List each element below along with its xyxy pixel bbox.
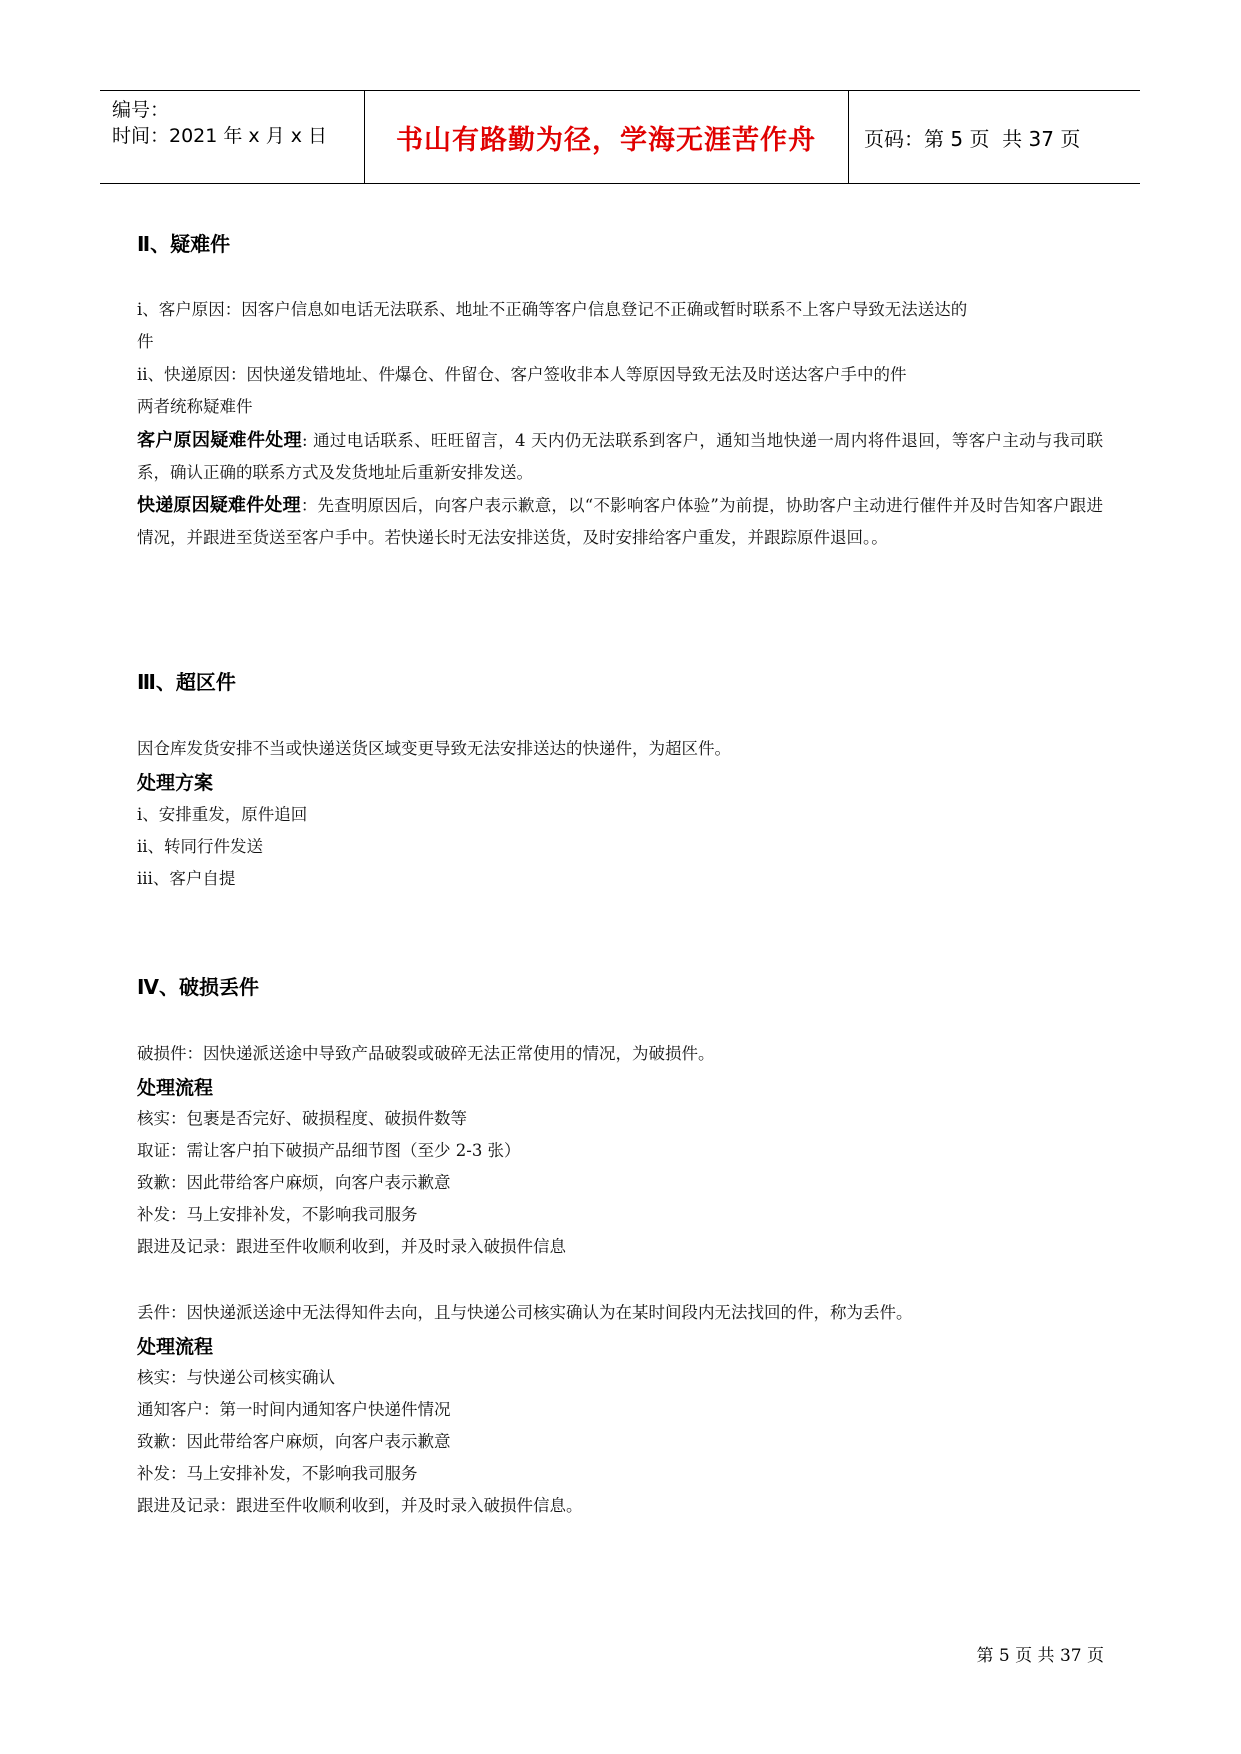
header-meta — [100, 91, 365, 183]
plan-item: ⅲ、客户自提 — [137, 869, 236, 888]
plan-item: ⅱ、转同行件发送 — [137, 837, 264, 856]
damage-desc: 破损件：因快递派送途中导致产品破裂或破碎无法正常使用的情况，为破损件。 — [137, 1044, 715, 1063]
header-motto — [364, 91, 849, 183]
page-footer: 第 5 页 共 37 页 — [976, 1646, 1104, 1666]
express-handling-text: ：先查明原因后，向客户表示歉意，以“不影响客户体验”为前提，协助客户主动进行催件并及时告知客户跟进情况，并跟进至货送至客户手中。若快递长时无法安排送货，及时安排给客户重发，并跟踪原件退回。。 — [137, 496, 1104, 547]
customer-handling-paragraph — [137, 425, 1103, 489]
damage-step: 补发：马上安排补发，不影响我司服务 — [137, 1205, 418, 1224]
section-title-damage-lost: Ⅳ、破损丢件 — [137, 975, 259, 999]
damage-step: 取证：需让客户拍下破损产品细节图（至少 2-3 张） — [137, 1141, 521, 1160]
motto-text: 书山有路勤为径，学海无涯苦作舟 — [396, 124, 816, 156]
express-handling-paragraph — [137, 490, 1103, 554]
page-info-text: 页码：第 5 页 共 37 页 — [864, 126, 1081, 151]
customer-handling-label: 客户原因疑难件处理 — [137, 430, 302, 451]
damage-step: 致歉：因此带给客户麻烦，向客户表示歉意 — [137, 1173, 451, 1192]
reason-express-line: ⅱ、快递原因：因快递发错地址、件爆仓、件留仓、客户签收非本人等原因导致无法及时送达客户手中的件 — [137, 365, 907, 384]
time-label: 时间：2021 年 x 月 x 日 — [112, 125, 328, 147]
number-label: 编号： — [112, 99, 170, 121]
lost-desc: 丢件：因快递派送途中无法得知件去向，且与快递公司核实确认为在某时间段内无法找回的件，称为丢件。 — [137, 1303, 913, 1322]
express-handling-label: 快递原因疑难件处理 — [137, 495, 301, 516]
reason-customer-cont: 件 — [137, 332, 154, 351]
lost-step: 通知客户：第一时间内通知客户快递件情况 — [137, 1400, 451, 1419]
out-of-area-desc: 因仓库发货安排不当或快递送货区域变更导致无法安排送达的快递件，为超区件。 — [137, 739, 731, 758]
plan-title: 处理方案 — [137, 772, 214, 794]
header-page-info — [848, 91, 1140, 183]
customer-handling-text: : 通过电话联系、旺旺留言，4 天内仍无法联系到客户，通知当地快递一周内将件退回，等客户主动与我司联系，确认正确的联系方式及发货地址后重新安排发送。 — [137, 431, 1104, 482]
page-header — [100, 90, 1140, 184]
plan-item: ⅰ、安排重发，原件追回 — [137, 805, 308, 824]
damage-step: 跟进及记录：跟进至件收顺利收到，并及时录入破损件信息 — [137, 1237, 566, 1256]
section-title-out-of-area: Ⅲ、超区件 — [137, 670, 236, 694]
lost-step: 补发：马上安排补发，不影响我司服务 — [137, 1464, 418, 1483]
damage-step: 核实：包裹是否完好、破损程度、破损件数等 — [137, 1109, 467, 1128]
lost-step: 核实：与快递公司核实确认 — [137, 1368, 335, 1387]
both-called-line: 两者统称疑难件 — [137, 397, 253, 416]
lost-flow-title: 处理流程 — [137, 1336, 214, 1358]
lost-step: 跟进及记录：跟进至件收顺利收到，并及时录入破损件信息。 — [137, 1496, 583, 1515]
reason-customer-line: ⅰ、客户原因：因客户信息如电话无法联系、地址不正确等客户信息登记不正确或暂时联系不上客户导致无法送达的 — [137, 300, 968, 319]
section-title-difficult: Ⅱ、疑难件 — [137, 232, 231, 256]
lost-step: 致歉：因此带给客户麻烦，向客户表示歉意 — [137, 1432, 451, 1451]
damage-flow-title: 处理流程 — [137, 1077, 214, 1099]
